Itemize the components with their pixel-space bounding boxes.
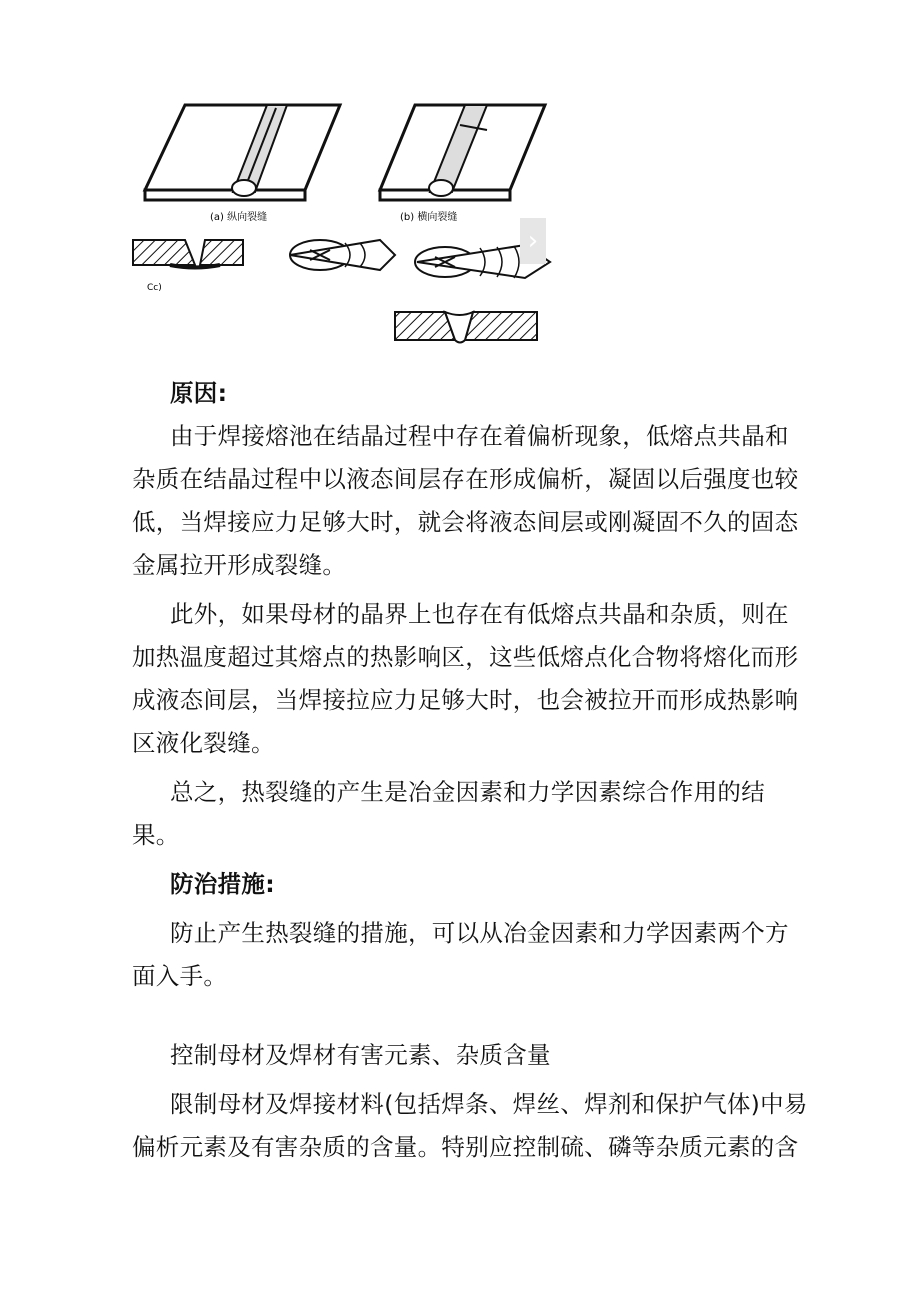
paragraph-cause-1: 由于焊接熔池在结晶过程中存在着偏析现象，低熔点共晶和杂质在结晶过程中以液态间层存在形成偏析，凝固以后强度也较低，当焊接应力足够大时，就会将液态间层或刚凝固不久的固态金属拉开形成裂缝。 <box>132 422 799 579</box>
section-bottom-cross <box>395 312 537 343</box>
chevron-right-icon[interactable]: › <box>520 218 546 264</box>
body-text <box>132 372 812 1169</box>
section-heading-cause: 原因: <box>170 379 228 407</box>
caption-c: Cc) <box>147 283 162 293</box>
section-heading-prevention: 防治措施: <box>170 870 275 898</box>
paragraph-cause-3: 总之，热裂缝的产生是冶金因素和力学因素综合作用的结果。 <box>132 778 765 849</box>
paragraph-control: 限制母材及焊接材料(包括焊条、焊丝、焊剂和保护气体)中易偏析元素及有害杂质的含量。特别应控制硫、磷等杂质元素的含 <box>132 1090 808 1161</box>
paragraph-prevention: 防止产生热裂缝的措施，可以从冶金因素和力学因素两个方面入手。 <box>132 919 789 990</box>
weld-bead-top-a <box>290 240 395 270</box>
plate-a <box>145 105 340 200</box>
weld-crack-figure <box>125 100 555 350</box>
plate-b <box>380 105 545 200</box>
paragraph-cause-2: 此外，如果母材的晶界上也存在有低熔点共晶和杂质，则在加热温度超过其熔点的热影响区，这些低熔点化合物将熔化而形成液态间层，当焊接拉应力足够大时，也会被拉开而形成热影响区液化裂缝。 <box>132 600 799 757</box>
caption-b: (b) 横向裂缝 <box>400 212 458 223</box>
subheading-control: 控制母材及焊材有害元素、杂质含量 <box>170 1041 551 1069</box>
section-c-cross <box>133 240 243 268</box>
caption-a: (a) 纵向裂缝 <box>210 212 268 223</box>
